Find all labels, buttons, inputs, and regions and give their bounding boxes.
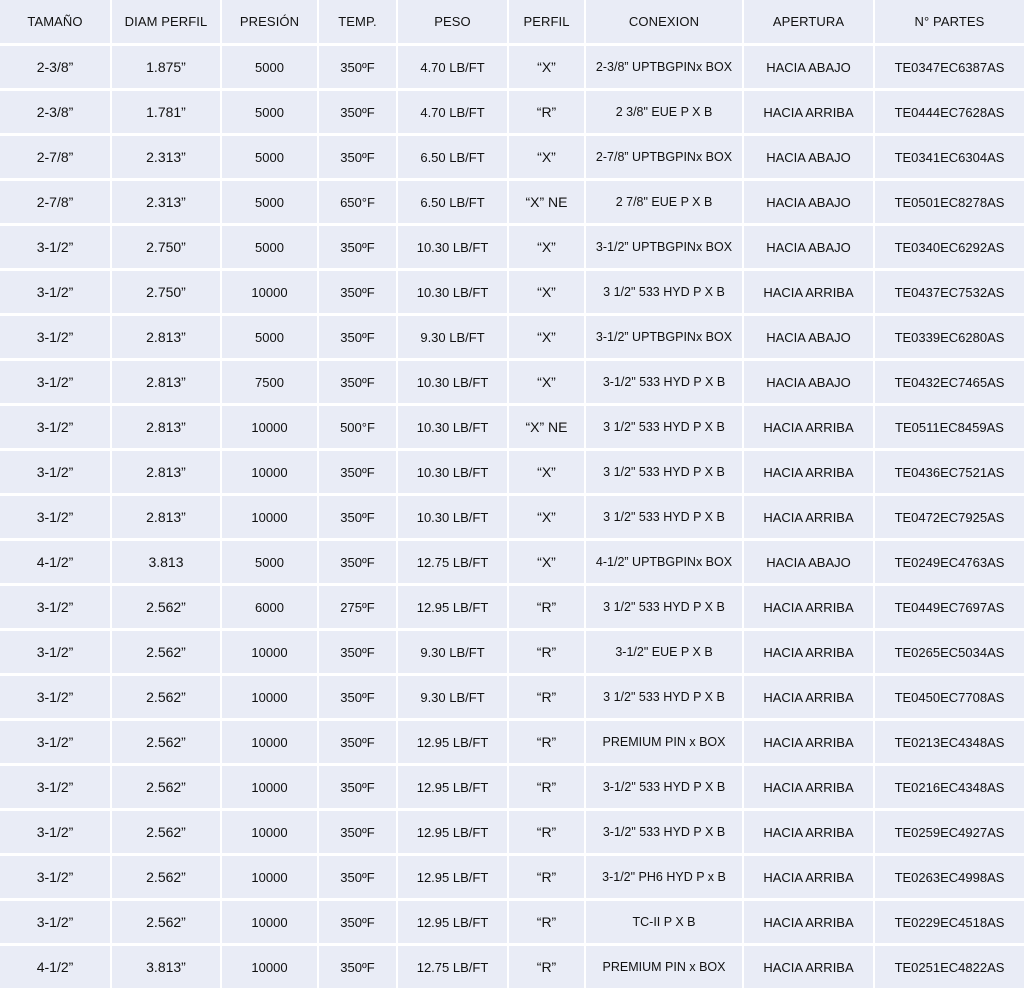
cell-tamano: 2-3/8” [0,46,112,91]
cell-conexion: 2-3/8” UPTBGPINx BOX [586,46,744,91]
cell-numero-partes: TE0511EC8459AS [875,406,1024,451]
cell-conexion: PREMIUM PIN x BOX [586,946,744,991]
cell-conexion: TC-II P X B [586,901,744,946]
cell-perfil: “R” [509,586,586,631]
cell-conexion: 3-1/2” UPTBGPINx BOX [586,316,744,361]
cell-presion: 5000 [222,181,319,226]
cell-peso: 6.50 LB/FT [398,136,509,181]
table-row [0,136,1024,181]
cell-apertura: HACIA ABAJO [744,181,875,226]
cell-perfil: “R” [509,91,586,136]
cell-perfil: “X” [509,361,586,406]
cell-temp: 350ºF [319,361,398,406]
cell-perfil: “R” [509,901,586,946]
cell-apertura: HACIA ARRIBA [744,271,875,316]
cell-tamano: 3-1/2” [0,361,112,406]
cell-temp: 350ºF [319,946,398,991]
table-body [0,46,1024,991]
table-row [0,361,1024,406]
cell-perfil: “X” [509,541,586,586]
cell-presion: 10000 [222,496,319,541]
cell-perfil: “X” [509,316,586,361]
cell-peso: 10.30 LB/FT [398,271,509,316]
header-numero-partes: N° PARTES [875,0,1024,46]
cell-apertura: HACIA ARRIBA [744,676,875,721]
cell-temp: 350ºF [319,316,398,361]
cell-conexion: 2 7/8" EUE P X B [586,181,744,226]
table-row [0,856,1024,901]
cell-peso: 12.95 LB/FT [398,766,509,811]
header-tamano: TAMAÑO [0,0,112,46]
cell-diam-perfil: 2.562” [112,721,222,766]
table-row [0,721,1024,766]
cell-temp: 350ºF [319,226,398,271]
cell-peso: 10.30 LB/FT [398,496,509,541]
cell-conexion: 3-1/2" PH6 HYD P x B [586,856,744,901]
cell-perfil: “R” [509,811,586,856]
cell-perfil: “X” NE [509,181,586,226]
cell-apertura: HACIA ABAJO [744,361,875,406]
cell-diam-perfil: 2.813” [112,361,222,406]
cell-tamano: 3-1/2” [0,901,112,946]
cell-numero-partes: TE0340EC6292AS [875,226,1024,271]
cell-apertura: HACIA ARRIBA [744,91,875,136]
cell-temp: 350ºF [319,136,398,181]
cell-tamano: 4-1/2” [0,946,112,991]
cell-numero-partes: TE0472EC7925AS [875,496,1024,541]
cell-apertura: HACIA ARRIBA [744,901,875,946]
cell-diam-perfil: 2.562” [112,631,222,676]
cell-presion: 7500 [222,361,319,406]
cell-tamano: 2-7/8” [0,136,112,181]
cell-temp: 650°F [319,181,398,226]
cell-diam-perfil: 2.813” [112,496,222,541]
cell-conexion: 3 1/2" 533 HYD P X B [586,586,744,631]
cell-apertura: HACIA ABAJO [744,316,875,361]
header-apertura: APERTURA [744,0,875,46]
cell-perfil: “R” [509,766,586,811]
cell-numero-partes: TE0341EC6304AS [875,136,1024,181]
cell-tamano: 3-1/2” [0,631,112,676]
cell-apertura: HACIA ABAJO [744,46,875,91]
cell-presion: 10000 [222,946,319,991]
cell-conexion: 4-1/2” UPTBGPINx BOX [586,541,744,586]
cell-tamano: 3-1/2” [0,856,112,901]
table-row [0,946,1024,991]
cell-presion: 5000 [222,226,319,271]
cell-peso: 10.30 LB/FT [398,451,509,496]
cell-apertura: HACIA ARRIBA [744,586,875,631]
cell-perfil: “X” [509,451,586,496]
header-row [0,0,1024,46]
cell-presion: 10000 [222,631,319,676]
header-temp: TEMP. [319,0,398,46]
cell-peso: 9.30 LB/FT [398,316,509,361]
cell-peso: 4.70 LB/FT [398,46,509,91]
cell-diam-perfil: 1.875” [112,46,222,91]
cell-peso: 10.30 LB/FT [398,226,509,271]
cell-presion: 5000 [222,91,319,136]
cell-numero-partes: TE0339EC6280AS [875,316,1024,361]
cell-numero-partes: TE0229EC4518AS [875,901,1024,946]
cell-diam-perfil: 1.781” [112,91,222,136]
cell-perfil: “X” [509,46,586,91]
cell-presion: 10000 [222,766,319,811]
cell-temp: 275ºF [319,586,398,631]
cell-perfil: “X” [509,271,586,316]
cell-presion: 6000 [222,586,319,631]
cell-temp: 350ºF [319,46,398,91]
cell-conexion: 3-1/2” UPTBGPINx BOX [586,226,744,271]
cell-diam-perfil: 2.813” [112,451,222,496]
cell-apertura: HACIA ARRIBA [744,946,875,991]
cell-apertura: HACIA ARRIBA [744,811,875,856]
table-row [0,676,1024,721]
cell-perfil: “R” [509,946,586,991]
cell-tamano: 3-1/2” [0,226,112,271]
cell-temp: 350ºF [319,271,398,316]
header-diam-perfil: DIAM PERFIL [112,0,222,46]
cell-presion: 10000 [222,721,319,766]
cell-peso: 12.95 LB/FT [398,901,509,946]
table-row [0,496,1024,541]
header-peso: PESO [398,0,509,46]
cell-apertura: HACIA ABAJO [744,541,875,586]
cell-peso: 12.95 LB/FT [398,586,509,631]
cell-temp: 350ºF [319,721,398,766]
cell-numero-partes: TE0263EC4998AS [875,856,1024,901]
cell-conexion: 3-1/2" 533 HYD P X B [586,811,744,856]
cell-temp: 350ºF [319,811,398,856]
cell-conexion: 3 1/2" 533 HYD P X B [586,676,744,721]
cell-apertura: HACIA ABAJO [744,226,875,271]
cell-conexion: 3 1/2" 533 HYD P X B [586,496,744,541]
cell-diam-perfil: 3.813” [112,946,222,991]
cell-diam-perfil: 2.750” [112,226,222,271]
table-row [0,631,1024,676]
cell-temp: 350ºF [319,901,398,946]
cell-temp: 350ºF [319,496,398,541]
cell-apertura: HACIA ARRIBA [744,631,875,676]
cell-conexion: PREMIUM PIN x BOX [586,721,744,766]
cell-perfil: “R” [509,721,586,766]
cell-numero-partes: TE0213EC4348AS [875,721,1024,766]
header-conexion: CONEXION [586,0,744,46]
cell-temp: 350ºF [319,451,398,496]
cell-apertura: HACIA ARRIBA [744,496,875,541]
cell-tamano: 3-1/2” [0,406,112,451]
cell-apertura: HACIA ARRIBA [744,406,875,451]
cell-tamano: 3-1/2” [0,766,112,811]
cell-presion: 5000 [222,136,319,181]
cell-perfil: “X” [509,136,586,181]
cell-perfil: “X” NE [509,406,586,451]
table-row [0,226,1024,271]
table-row [0,586,1024,631]
cell-tamano: 2-7/8” [0,181,112,226]
cell-numero-partes: TE0449EC7697AS [875,586,1024,631]
cell-tamano: 2-3/8” [0,91,112,136]
table-row [0,91,1024,136]
cell-presion: 10000 [222,271,319,316]
cell-tamano: 3-1/2” [0,676,112,721]
cell-diam-perfil: 2.562” [112,856,222,901]
cell-presion: 10000 [222,901,319,946]
cell-numero-partes: TE0450EC7708AS [875,676,1024,721]
cell-temp: 350ºF [319,631,398,676]
table-row [0,901,1024,946]
header-perfil: PERFIL [509,0,586,46]
cell-perfil: “R” [509,856,586,901]
cell-peso: 4.70 LB/FT [398,91,509,136]
cell-diam-perfil: 2.750” [112,271,222,316]
table-row [0,541,1024,586]
cell-presion: 10000 [222,451,319,496]
cell-diam-perfil: 2.562” [112,586,222,631]
cell-numero-partes: TE0249EC4763AS [875,541,1024,586]
cell-conexion: 2 3/8" EUE P X B [586,91,744,136]
cell-numero-partes: TE0444EC7628AS [875,91,1024,136]
cell-peso: 12.95 LB/FT [398,811,509,856]
cell-peso: 12.75 LB/FT [398,946,509,991]
cell-presion: 5000 [222,541,319,586]
cell-diam-perfil: 2.562” [112,676,222,721]
cell-temp: 350ºF [319,766,398,811]
cell-diam-perfil: 2.813” [112,406,222,451]
cell-temp: 350ºF [319,676,398,721]
cell-conexion: 3-1/2" 533 HYD P X B [586,766,744,811]
table-row [0,271,1024,316]
cell-peso: 10.30 LB/FT [398,406,509,451]
cell-peso: 9.30 LB/FT [398,631,509,676]
cell-numero-partes: TE0437EC7532AS [875,271,1024,316]
cell-conexion: 3-1/2" 533 HYD P X B [586,361,744,406]
cell-tamano: 4-1/2” [0,541,112,586]
cell-tamano: 3-1/2” [0,451,112,496]
header-presion: PRESIÓN [222,0,319,46]
cell-apertura: HACIA ARRIBA [744,451,875,496]
cell-numero-partes: TE0251EC4822AS [875,946,1024,991]
cell-conexion: 3 1/2" 533 HYD P X B [586,451,744,496]
cell-tamano: 3-1/2” [0,721,112,766]
cell-presion: 10000 [222,856,319,901]
cell-presion: 10000 [222,811,319,856]
cell-numero-partes: TE0259EC4927AS [875,811,1024,856]
cell-temp: 350ºF [319,91,398,136]
cell-numero-partes: TE0347EC6387AS [875,46,1024,91]
cell-conexion: 3 1/2" 533 HYD P X B [586,406,744,451]
cell-apertura: HACIA ARRIBA [744,766,875,811]
table-row [0,406,1024,451]
cell-presion: 10000 [222,676,319,721]
cell-tamano: 3-1/2” [0,586,112,631]
cell-perfil: “X” [509,496,586,541]
cell-temp: 350ºF [319,856,398,901]
cell-peso: 12.95 LB/FT [398,856,509,901]
cell-diam-perfil: 2.562” [112,811,222,856]
cell-peso: 6.50 LB/FT [398,181,509,226]
cell-numero-partes: TE0432EC7465AS [875,361,1024,406]
cell-numero-partes: TE0216EC4348AS [875,766,1024,811]
cell-diam-perfil: 3.813 [112,541,222,586]
table-row [0,811,1024,856]
cell-apertura: HACIA ARRIBA [744,856,875,901]
cell-numero-partes: TE0436EC7521AS [875,451,1024,496]
cell-conexion: 3 1/2" 533 HYD P X B [586,271,744,316]
cell-tamano: 3-1/2” [0,496,112,541]
cell-temp: 500°F [319,406,398,451]
table-row [0,181,1024,226]
cell-numero-partes: TE0265EC5034AS [875,631,1024,676]
cell-tamano: 3-1/2” [0,811,112,856]
cell-temp: 350ºF [319,541,398,586]
cell-conexion: 3-1/2" EUE P X B [586,631,744,676]
cell-peso: 9.30 LB/FT [398,676,509,721]
table-row [0,316,1024,361]
cell-diam-perfil: 2.562” [112,901,222,946]
cell-numero-partes: TE0501EC8278AS [875,181,1024,226]
cell-apertura: HACIA ARRIBA [744,721,875,766]
cell-diam-perfil: 2.313” [112,136,222,181]
cell-perfil: “R” [509,631,586,676]
cell-tamano: 3-1/2” [0,316,112,361]
cell-peso: 10.30 LB/FT [398,361,509,406]
cell-tamano: 3-1/2” [0,271,112,316]
cell-peso: 12.95 LB/FT [398,721,509,766]
cell-presion: 5000 [222,316,319,361]
cell-conexion: 2-7/8” UPTBGPINx BOX [586,136,744,181]
cell-diam-perfil: 2.813” [112,316,222,361]
cell-perfil: “X” [509,226,586,271]
table-row [0,46,1024,91]
cell-peso: 12.75 LB/FT [398,541,509,586]
table-row [0,451,1024,496]
table-row [0,766,1024,811]
cell-presion: 5000 [222,46,319,91]
cell-diam-perfil: 2.313” [112,181,222,226]
cell-perfil: “R” [509,676,586,721]
cell-presion: 10000 [222,406,319,451]
cell-diam-perfil: 2.562” [112,766,222,811]
cell-apertura: HACIA ABAJO [744,136,875,181]
